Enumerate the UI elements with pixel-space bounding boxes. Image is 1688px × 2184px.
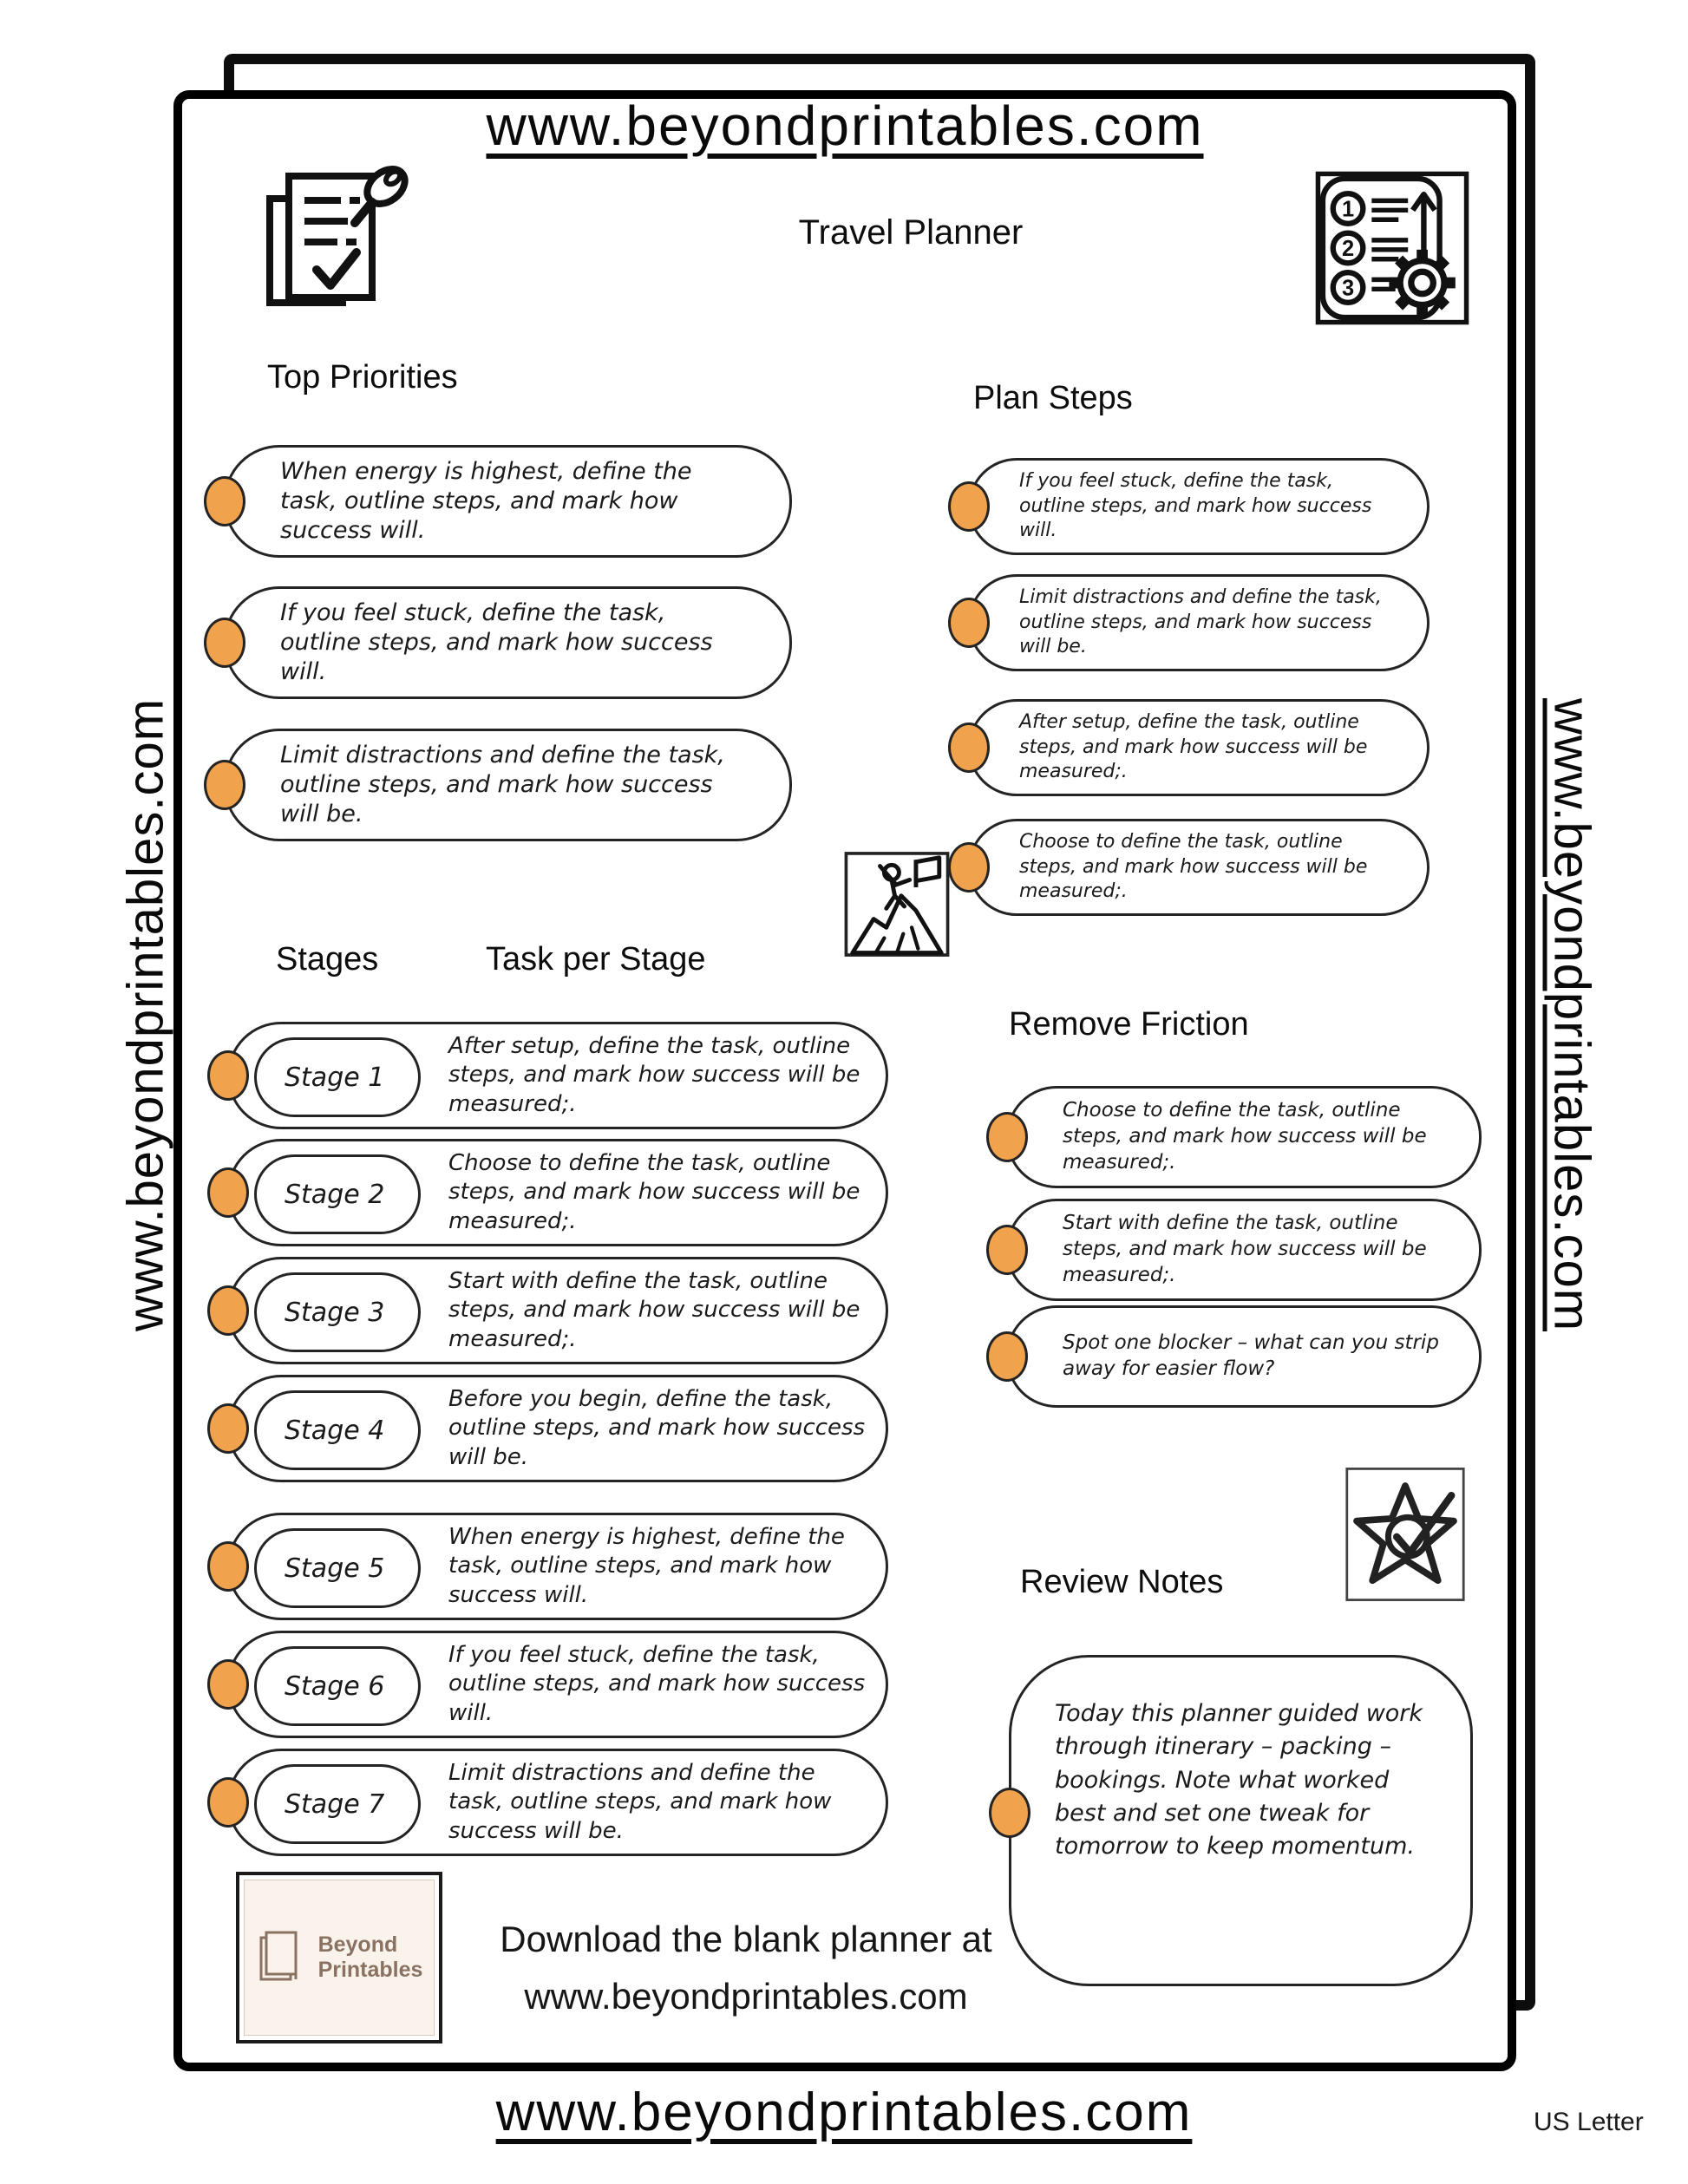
bottom-url-text: www.beyondprintables.com [495, 2083, 1193, 2142]
stage-task: Limit distractions and define the task, outline steps, and mark how success will be. [448, 1760, 832, 1844]
orange-bullet-dot [204, 760, 245, 810]
review-notes-bubble: Today this planner guided work through itinerary – packing – bookings. Note what worked best and set one tweak for tomorrow to keep momentum. [1009, 1655, 1473, 1986]
top-url-text: www.beyondprintables.com [486, 95, 1204, 157]
stage-row [227, 1257, 888, 1364]
orange-bullet-dot [207, 1167, 249, 1218]
stages-heading: Stages [276, 941, 379, 978]
stage-task: When energy is highest, define the task, outline steps, and mark how success will. [448, 1524, 845, 1608]
orange-bullet-dot [986, 1225, 1028, 1275]
stage-row [227, 1631, 888, 1738]
remove-friction-item: Spot one blocker – what can you strip away for easier flow? [1006, 1305, 1482, 1408]
stage-label-pill: Stage 4 [254, 1390, 421, 1470]
stage-row [227, 1139, 888, 1246]
paper-size-label: US Letter [1534, 2108, 1644, 2136]
remove-friction-heading: Remove Friction [1009, 1006, 1249, 1043]
stage-label-pill: Stage 5 [254, 1528, 421, 1608]
left-vertical-url-text: www.beyondprintables.com [117, 697, 174, 1332]
stage-task: Before you begin, define the task, outline steps, and mark how success will be. [448, 1386, 866, 1470]
orange-bullet-dot [986, 1112, 1028, 1162]
plan-step-item: Limit distractions and define the task, outline steps, and mark how success will be. [968, 574, 1430, 671]
top-priority-item: Limit distractions and define the task, outline steps, and mark how success will be. [224, 729, 792, 841]
orange-bullet-dot [207, 1777, 249, 1828]
orange-bullet-dot [207, 1541, 249, 1592]
top-priority-item: When energy is highest, define the task, outline steps, and mark how success will. [224, 445, 792, 558]
stage-row [227, 1749, 888, 1856]
orange-bullet-dot [204, 618, 245, 668]
review-notes-heading: Review Notes [1020, 1564, 1224, 1600]
beyond-printables-logo [236, 1872, 442, 2043]
logo-text: Beyond Printables [317, 1932, 423, 1982]
plan-step-item: After setup, define the task, outline steps, and mark how success will be measured;. [968, 699, 1430, 796]
svg-text:1: 1 [1341, 197, 1355, 222]
svg-text:2: 2 [1341, 237, 1355, 262]
stage-task: Choose to define the task, outline steps, and mark how success will be measured;. [448, 1150, 860, 1234]
orange-bullet-dot [207, 1285, 249, 1336]
orange-bullet-dot [948, 598, 990, 648]
orange-bullet-dot [207, 1403, 249, 1454]
stage-row [227, 1375, 888, 1482]
orange-bullet-dot [948, 481, 990, 532]
stage-task: After setup, define the task, outline steps, and mark how success will be measured;. [448, 1033, 860, 1117]
top-priority-item: If you feel stuck, define the task, outline steps, and mark how success will. [224, 586, 792, 699]
plan-step-item: If you feel stuck, define the task, outline steps, and mark how success will. [968, 458, 1430, 555]
stage-task: Start with define the task, outline steps, and mark how success will be measured;. [448, 1268, 860, 1352]
stage-row [227, 1022, 888, 1129]
numbered-list-gear-icon [1312, 169, 1473, 327]
star-check-icon [1345, 1461, 1466, 1607]
stage-label-pill: Stage 2 [254, 1154, 421, 1234]
download-text-line2: www.beyondprintables.com [524, 1976, 968, 2017]
page-title: Travel Planner [798, 213, 1024, 252]
download-text-line1: Download the blank planner at [500, 1919, 992, 1959]
orange-bullet-dot [207, 1050, 249, 1101]
orange-bullet-dot [204, 476, 245, 526]
mountain-summit-flag-icon [844, 850, 950, 958]
orange-bullet-dot [207, 1659, 249, 1710]
orange-bullet-dot [948, 842, 990, 893]
stage-label-pill: Stage 6 [254, 1646, 421, 1726]
stage-label-pill: Stage 3 [254, 1272, 421, 1352]
pages-icon [256, 1926, 310, 1990]
stage-row [227, 1513, 888, 1620]
orange-bullet-dot [986, 1331, 1028, 1382]
clipboard-pushpin-icon [247, 152, 421, 325]
stage-label-pill: Stage 7 [254, 1764, 421, 1844]
orange-bullet-dot [948, 723, 990, 773]
stage-task: If you feel stuck, define the task, outline steps, and mark how success will. [448, 1642, 866, 1726]
remove-friction-item: Start with define the task, outline steps, and mark how success will be measured;. [1006, 1199, 1482, 1301]
orange-bullet-dot [989, 1788, 1030, 1838]
stage-label-pill: Stage 1 [254, 1037, 421, 1117]
top-priorities-heading: Top Priorities [267, 359, 458, 396]
right-vertical-url-text: www.beyondprintables.com [1543, 697, 1600, 1332]
task-per-stage-heading: Task per Stage [486, 941, 706, 978]
plan-step-item: Choose to define the task, outline steps, and mark how success will be measured;. [968, 819, 1430, 916]
remove-friction-item: Choose to define the task, outline steps, and mark how success will be measured;. [1006, 1086, 1482, 1188]
svg-text:3: 3 [1341, 276, 1355, 301]
plan-steps-heading: Plan Steps [973, 380, 1133, 416]
